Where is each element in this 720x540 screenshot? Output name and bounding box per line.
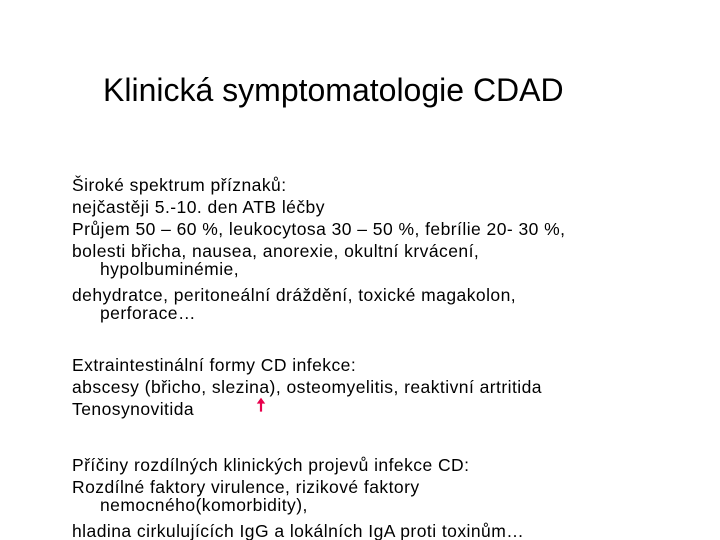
text-line: hladina cirkulujících IgG a lokálních IgA proti toxinům… — [72, 521, 525, 540]
text-line: nejčastěji 5.-10. den ATB léčby — [72, 197, 325, 217]
text-line: Tenosynovitida — [72, 399, 195, 419]
text-line: abscesy (břicho, slezina), osteomyelitis, reaktivní artritida — [72, 377, 542, 397]
slide-title: Klinická symptomatologie CDAD — [103, 72, 564, 108]
text-line-continuation: hypolbuminémie, — [100, 259, 240, 279]
text-line-continuation: perforace… — [100, 303, 196, 323]
extraintestinal-block — [72, 354, 712, 420]
text-line: Příčiny rozdílných klinických projevů infekce CD: — [72, 455, 470, 475]
text-line: Rozdílné faktory virulence, rizikové faktory — [72, 477, 420, 497]
text-line: Široké spektrum příznaků: — [72, 175, 287, 195]
causes-block — [72, 454, 712, 540]
mouse-cursor-icon — [255, 396, 267, 414]
text-line: dehydratce, peritoneální dráždění, toxické magakolon, — [72, 285, 517, 305]
text-line-continuation: nemocného(komorbidity), — [100, 495, 308, 515]
text-line: Průjem 50 – 60 %, leukocytosa 30 – 50 %, febrílie 20- 30 %, — [72, 219, 566, 239]
text-line: bolesti břicha, nausea, anorexie, okultní krvácení, — [72, 241, 480, 261]
symptoms-block — [72, 174, 712, 328]
text-line: Extraintestinální formy CD infekce: — [72, 355, 357, 375]
